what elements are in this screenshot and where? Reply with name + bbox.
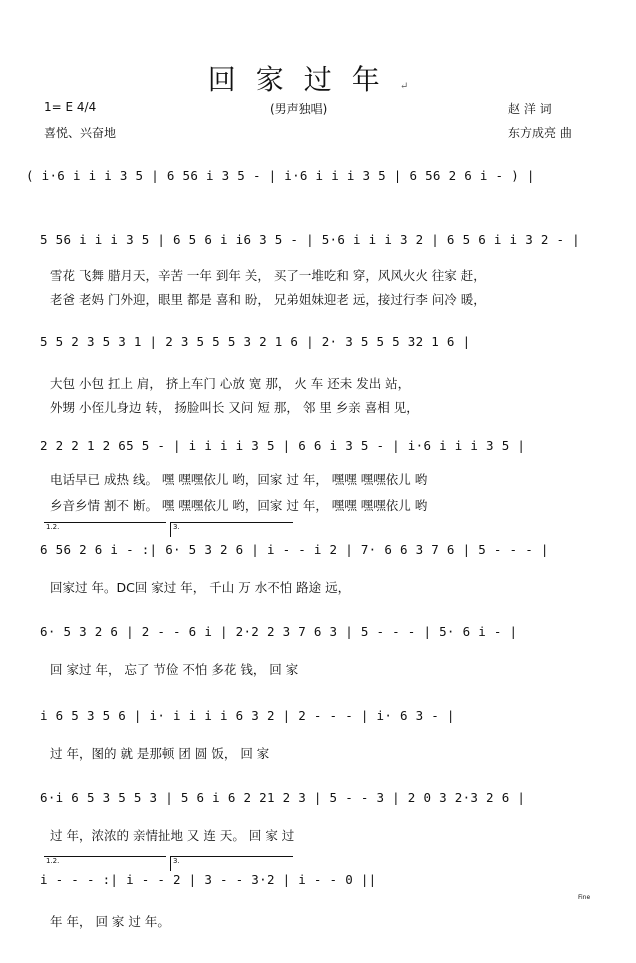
composer-credit: 东方成亮 曲 [508, 126, 572, 140]
final-second-ending-bracket: 3. [170, 856, 293, 871]
lyric-line-4-verse-1: 电话早已 成热 线。 嘿 嘿嘿依儿 哟，回家 过 年， 嘿嘿 嘿嘿依儿 哟 [50, 472, 428, 487]
notation-line-4: 2 2 2 1 2 65 5 - | i i i i 3 5 | 6 6 i 3 5 - | i·6 i i i 3 5 | [40, 438, 526, 453]
song-title [0, 58, 636, 98]
notation-line-5: 6 56 2 6 i - :| 6· 5 3 2 6 | i - - i 2 | 7· 6 6 3 7 6 | 5 - - - | [40, 542, 549, 557]
notation-line-2: 5 56 i i i 3 5 | 6 5 6 i i6 3 5 - | 5·6 i i i 3 2 | 6 5 6 i i 3 2 - | [40, 232, 580, 247]
lyric-line-3-verse-1: 大包 小包 扛上 肩， 挤上车门 心放 宽 那， 火 车 还未 发出 站， [50, 376, 411, 391]
lyric-line-2-verse-2: 老爸 老妈 门外迎，眼里 都是 喜和 盼， 兄弟姐妹迎老 远，接过行李 问冷 暖， [50, 292, 486, 307]
title-return-mark: ↵ [399, 81, 429, 92]
lyric-line-3-verse-2: 外甥 小侄儿身边 转， 扬脸叫长 又问 短 那， 邻 里 乡亲 喜相 见， [50, 400, 419, 415]
performance-subtitle: (男声独唱) [270, 102, 328, 116]
fine-marking: Fine [578, 894, 591, 901]
notation-line-7: i 6 5 3 5 6 | i· i i i i 6 3 2 | 2 - - - | i· 6 3 - | [40, 708, 455, 723]
lyric-line-9: 年 年， 回 家 过 年。 [50, 914, 170, 929]
lyric-line-7: 过 年，图的 就 是那顿 团 圆 饭， 回 家 [50, 746, 270, 761]
lyricist-credit: 赵 洋 词 [508, 102, 552, 116]
tempo-mood: 喜悦、兴奋地 [44, 126, 117, 140]
lyric-line-8: 过 年，浓浓的 亲情扯地 又 连 天。 回 家 过 [50, 828, 295, 843]
key-meter: 1= E 4/4 [44, 100, 97, 114]
notation-line-6: 6· 5 3 2 6 | 2 - - 6 i | 2·2 2 3 7 6 3 | 5 - - - | 5· 6 i - | [40, 624, 518, 639]
final-first-ending-bracket: 1.2. [44, 856, 166, 871]
lyric-line-2-verse-1: 雪花 飞舞 腊月天，辛苦 一年 到年 关， 买了一堆吃和 穿，风风火火 往家 赶， [50, 268, 486, 283]
song-title-text: 回家过年 [207, 63, 400, 96]
lyric-line-6: 回 家过 年， 忘了 节俭 不怕 多花 钱， 回 家 [50, 662, 299, 677]
notation-line-9: i - - - :| i - - 2 | 3 - - 3·2 | i - - 0 || [40, 872, 377, 887]
notation-line-3: 5 5 2 3 5 3 1 | 2 3 5 5 5 3 2 1 6 | 2· 3 5 5 5 32 1 6 | [40, 334, 471, 349]
first-ending-bracket: 1.2. [44, 522, 166, 537]
notation-line-8: 6·i 6 5 3 5 5 3 | 5 6 i 6 2 21 2 3 | 5 - - 3 | 2 0 3 2·3 2 6 | [40, 790, 526, 805]
notation-line-1: ( i·6 i i i 3 5 | 6 56 i 3 5 - | i·6 i i i 3 5 | 6 56 2 6 i - ) | [26, 168, 535, 183]
lyric-line-5: 回家过 年。DC回 家过 年， 千山 万 水不怕 路途 远， [50, 580, 351, 595]
second-ending-bracket: 3. [170, 522, 293, 537]
lyric-line-4-verse-2: 乡音乡情 割不 断。 嘿 嘿嘿依儿 哟，回家 过 年， 嘿嘿 嘿嘿依儿 哟 [50, 498, 428, 513]
